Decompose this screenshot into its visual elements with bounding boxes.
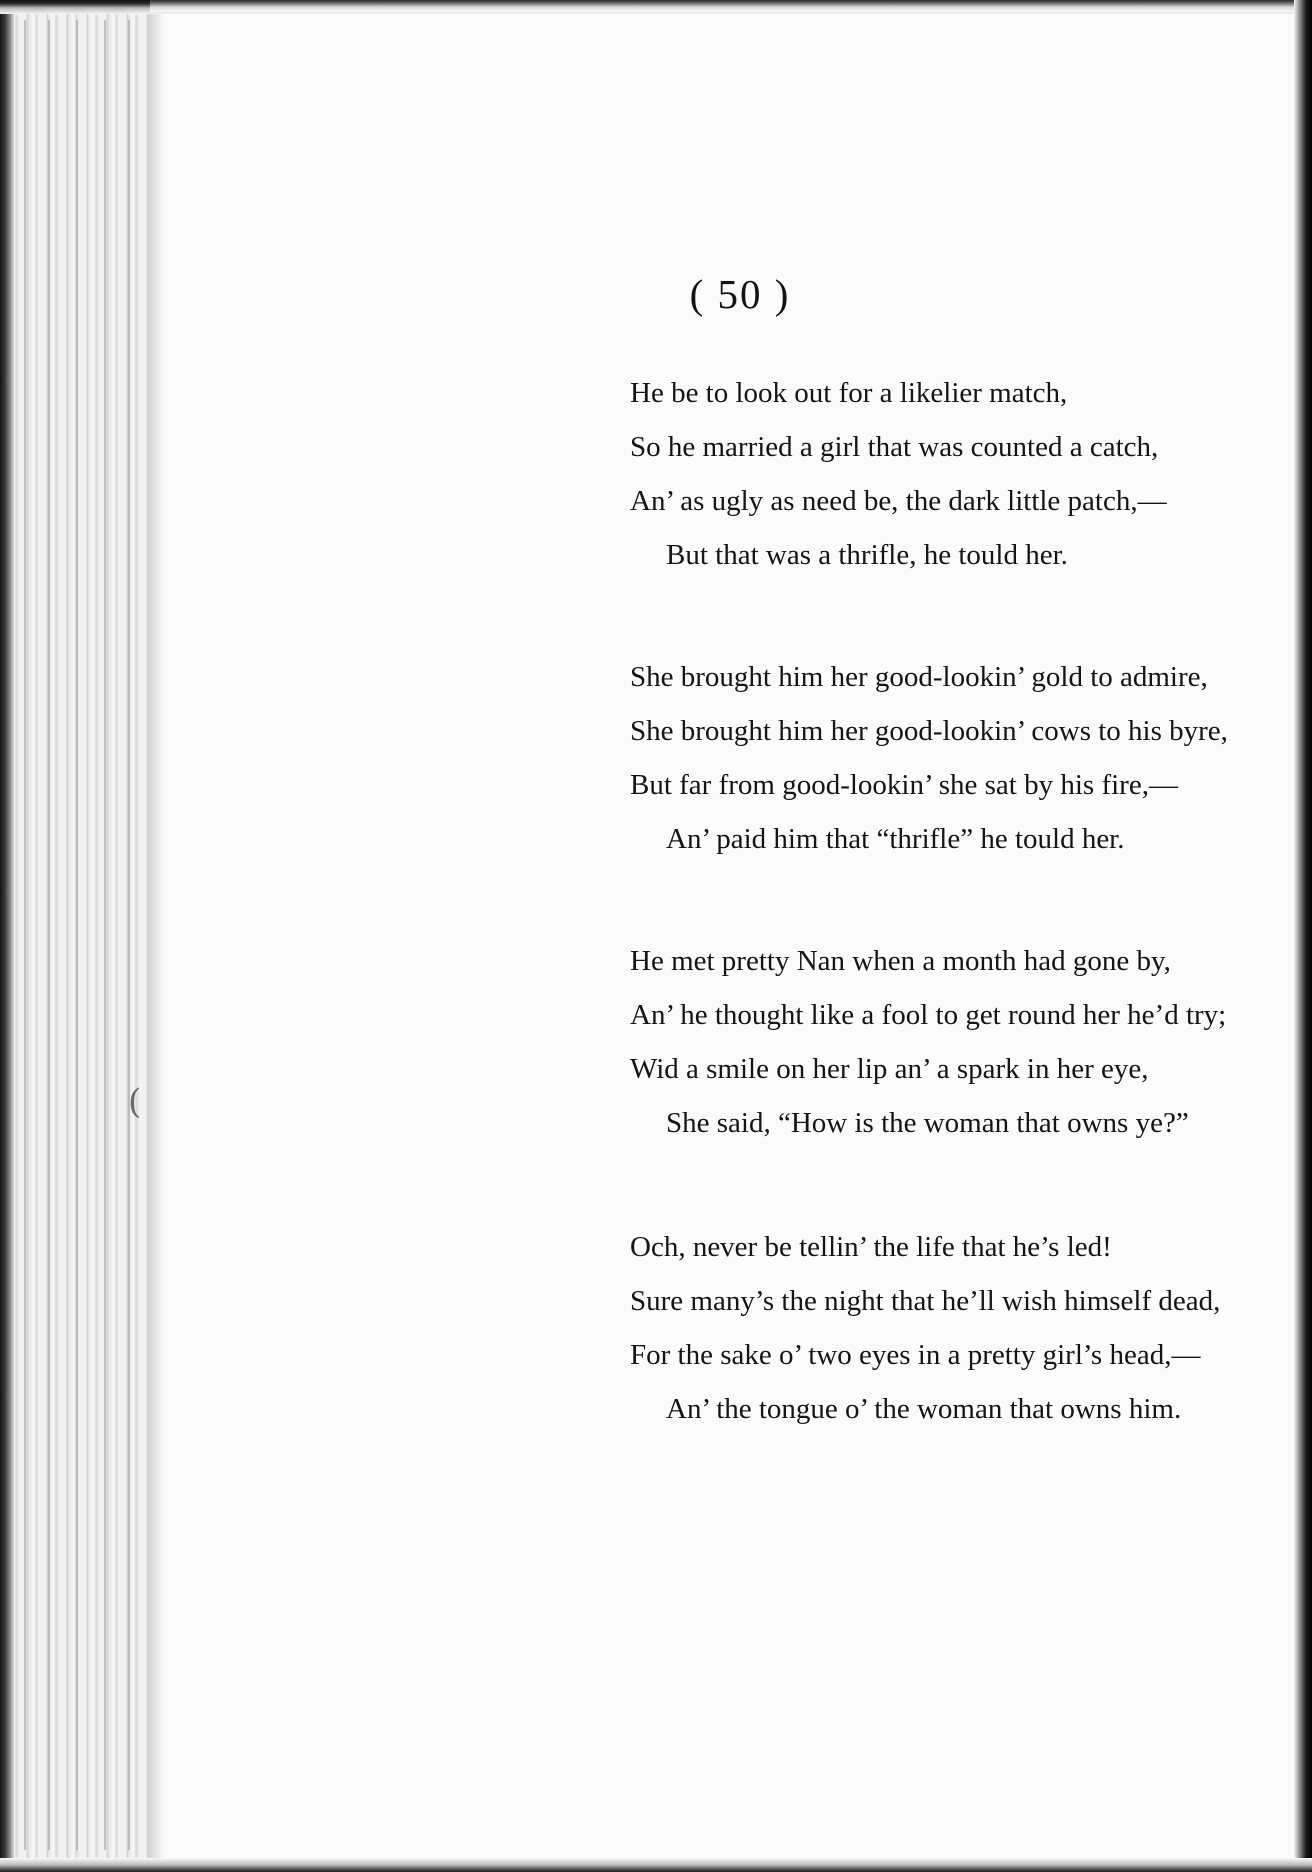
verse-line-refrain: But that was a thrifle, he tould her.: [666, 539, 1068, 571]
binding-dark-edge: [0, 0, 14, 1872]
verse-line: She brought him her good-lookin’ cows to his byre,: [630, 715, 1228, 747]
verse-line-refrain: An’ the tongue o’ the woman that owns him.: [666, 1393, 1182, 1425]
stanza-1: [630, 366, 1312, 582]
page-stack-line: [24, 20, 26, 1850]
verse-line: But far from good-lookin’ she sat by his fire,—: [630, 769, 1178, 801]
verse-line: She brought him her good-lookin’ gold to admire,: [630, 661, 1208, 693]
verse-line: He met pretty Nan when a month had gone by,: [630, 945, 1171, 977]
page-stack-line: [128, 20, 130, 1850]
verse-line: He be to look out for a likelier match,: [630, 377, 1068, 409]
verse-line: An’ as ugly as need be, the dark little patch,—: [630, 485, 1167, 517]
page-stack-line: [76, 20, 78, 1850]
page-stack-line: [104, 20, 106, 1850]
bottom-scan-border: [0, 1858, 1312, 1872]
book-page: [160, 14, 1294, 1858]
verse-line: Och, never be tellin’ the life that he’s led!: [630, 1231, 1112, 1263]
top-scan-border-fade: [150, 0, 1312, 12]
verse-line: For the sake o’ two eyes in a pretty girl’s head,—: [630, 1339, 1201, 1371]
page-stack-line: [48, 20, 50, 1850]
stanza-4: [630, 1220, 1312, 1436]
margin-bracket-mark: (: [128, 1082, 142, 1122]
verse-line: Wid a smile on her lip an’ a spark in her eye,: [630, 1053, 1149, 1085]
verse-line-refrain: An’ paid him that “thrifle” he tould her.: [666, 823, 1125, 855]
page-number: ( 50 ): [689, 271, 791, 317]
stanza-3: [630, 934, 1312, 1150]
verse-line-refrain: She said, “How is the woman that owns ye?”: [666, 1107, 1189, 1139]
verse-line: So he married a girl that was counted a catch,: [630, 431, 1159, 463]
verse-line: An’ he thought like a fool to get round her he’d try;: [630, 999, 1227, 1031]
stanza-2: [630, 650, 1312, 866]
verse-line: Sure many’s the night that he’ll wish himself dead,: [630, 1285, 1221, 1317]
